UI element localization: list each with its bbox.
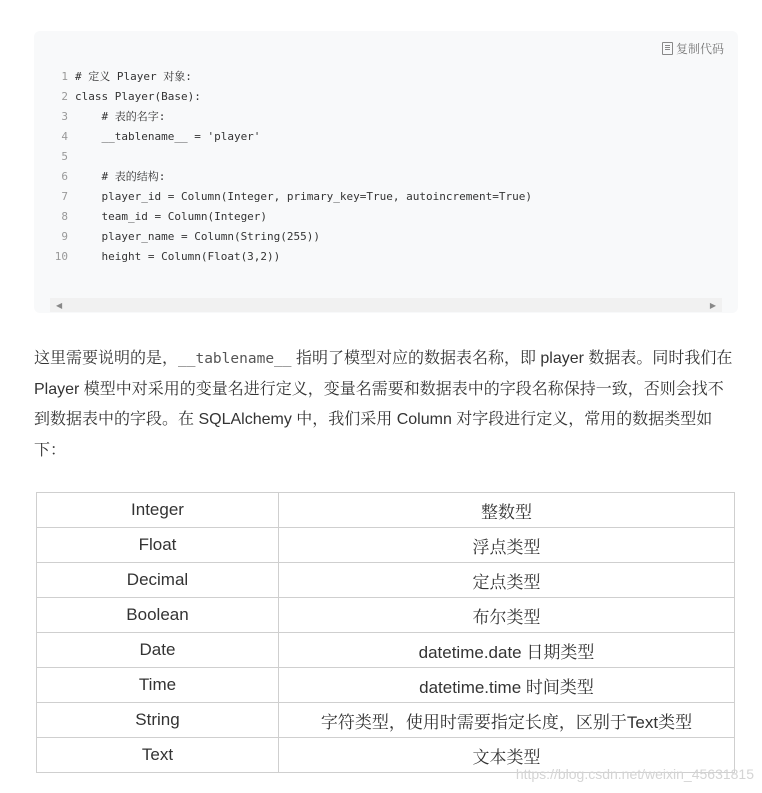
- code-line: [50, 127, 532, 147]
- code-line: [50, 67, 532, 87]
- code-line: [50, 147, 532, 167]
- type-description: datetime.time 时间类型: [279, 668, 735, 703]
- code-text: # 表的名字:: [75, 110, 166, 123]
- code-line: [50, 107, 532, 127]
- code-text: # 表的结构:: [75, 170, 166, 183]
- code-line: [50, 207, 532, 227]
- line-number: 5: [61, 150, 68, 163]
- type-name: Integer: [37, 493, 279, 528]
- type-description: datetime.date 日期类型: [279, 633, 735, 668]
- line-number: 8: [61, 210, 68, 223]
- table-row: [37, 668, 735, 703]
- table-row: [37, 493, 735, 528]
- type-description: 布尔类型: [279, 598, 735, 633]
- scroll-right-icon[interactable]: ▶: [709, 301, 716, 310]
- code-block: [34, 31, 738, 313]
- type-description: 字符类型，使用时需要指定长度，区别于Text类型: [279, 703, 735, 738]
- code-text: player_name = Column(String(255)): [75, 230, 321, 243]
- type-name: Date: [37, 633, 279, 668]
- table-row: [37, 563, 735, 598]
- table-row: [37, 528, 735, 563]
- horizontal-scrollbar[interactable]: [50, 298, 722, 312]
- code-line: [50, 247, 532, 267]
- line-number: 3: [61, 110, 68, 123]
- table-row: [37, 633, 735, 668]
- copy-icon: [662, 42, 673, 55]
- type-description: 浮点类型: [279, 528, 735, 563]
- paragraph-text-after: 指明了模型对应的数据表名称，即 player 数据表。同时我们在 Player 模型中对采用的变量名进行定义，变量名需要和数据表中的字段名称保持一致，否则会找不到数据表中的字段。在 SQLAlchemy 中，我们采用 Column 对字段进行定义，常用的数据类型如下：: [34, 350, 733, 459]
- code-line: [50, 187, 532, 207]
- code-text: class Player(Base):: [75, 90, 201, 103]
- type-description: 文本类型: [279, 738, 735, 773]
- line-number: 1: [61, 70, 68, 83]
- data-types-table: [36, 492, 735, 773]
- code-text: # 定义 Player 对象:: [75, 70, 192, 83]
- code-text: __tablename__ = 'player': [75, 130, 261, 143]
- copy-code-button[interactable]: [662, 40, 724, 57]
- code-text: height = Column(Float(3,2)): [75, 250, 281, 263]
- code-line: [50, 227, 532, 247]
- type-description: 整数型: [279, 493, 735, 528]
- line-number: 6: [61, 170, 68, 183]
- inline-code-tablename: __tablename__: [178, 351, 292, 367]
- code-lines: [50, 67, 532, 267]
- line-number: 2: [61, 90, 68, 103]
- code-line: [50, 87, 532, 107]
- copy-code-label: 复制代码: [675, 42, 724, 56]
- line-number: 9: [61, 230, 68, 243]
- type-name: Decimal: [37, 563, 279, 598]
- description-paragraph: [34, 344, 734, 466]
- type-name: Float: [37, 528, 279, 563]
- watermark: https://blog.csdn.net/weixin_45631815: [515, 766, 754, 782]
- line-number: 7: [61, 190, 68, 203]
- type-name: Text: [37, 738, 279, 773]
- scroll-left-icon[interactable]: ◀: [56, 301, 63, 310]
- type-description: 定点类型: [279, 563, 735, 598]
- line-number: 10: [54, 250, 68, 263]
- type-name: Time: [37, 668, 279, 703]
- table-row: [37, 703, 735, 738]
- type-name: Boolean: [37, 598, 279, 633]
- paragraph-text-before: 这里需要说明的是，: [34, 350, 179, 367]
- code-line: [50, 167, 532, 187]
- line-number: 4: [61, 130, 68, 143]
- type-name: String: [37, 703, 279, 738]
- code-text: team_id = Column(Integer): [75, 210, 268, 223]
- code-text: player_id = Column(Integer, primary_key=True, autoincrement=True): [75, 190, 532, 203]
- table-row: [37, 598, 735, 633]
